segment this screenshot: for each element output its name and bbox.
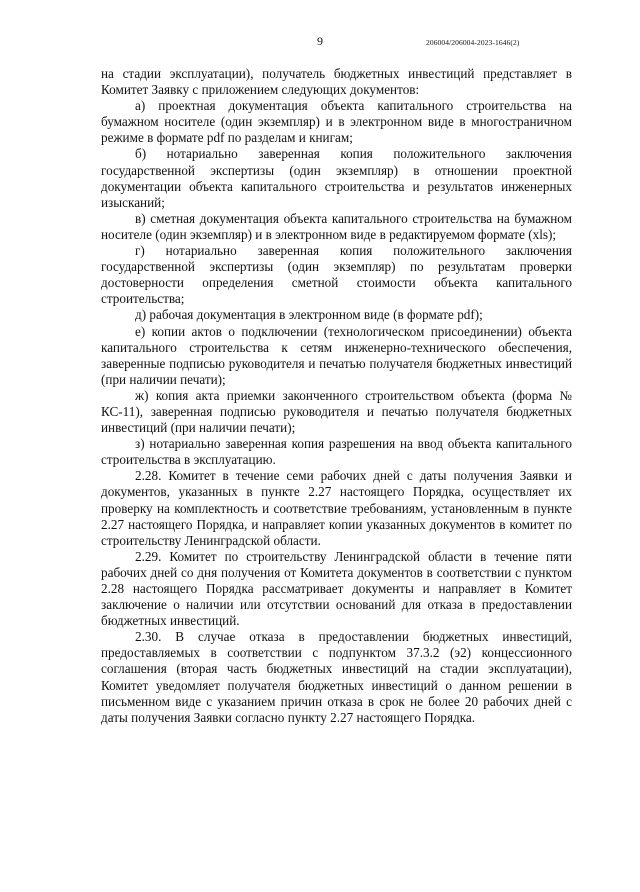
paragraph-item-v: в) сметная документация объекта капитального строительства на бумажном носителе (один экземпляр) и в электронном виде в редактируемом формате (xls); <box>101 210 572 242</box>
paragraph-2-28: 2.28. Комитет в течение семи рабочих дней с даты получения Заявки и документов, указанных в пункте 2.27 настоящего Порядка, осуществляет их проверку на комплектность и соответствие требованиям, установленным в пункте 2.27 настоящего Порядка, и направляет копии указанных документов в комитет по строительству Ленинградской области. <box>101 468 572 548</box>
paragraph-item-b: б) нотариально заверенная копия положительного заключения государственной экспертизы (один экземпляр) в отношении проектной документации объекта капитального строительства и результатов инженерных изысканий; <box>101 146 572 210</box>
paragraph-2-29: 2.29. Комитет по строительству Ленинградской области в течение пяти рабочих дней со дня получения от Комитета документов в соответствии с пунктом 2.28 настоящего Порядка рассматривает документы и направляет в Комитет заключение о наличии или отсутствии оснований для отказа в предоставлении бюджетных инвестиций. <box>101 548 572 629</box>
paragraph-item-e: е) копии актов о подключении (технологическом присоединении) объекта капитального строительства к сетям инженерно-технического обеспечения, заверенные подписью руководителя и печатью получателя бюджетных инвестиций (при наличии печати); <box>101 323 572 387</box>
page-number: 9 <box>317 34 323 48</box>
paragraph-item-d: д) рабочая документация в электронном виде (в формате pdf); <box>135 307 483 323</box>
paragraph-intro: на стадии эксплуатации), получатель бюджетных инвестиций представляет в Комитет Заявку с приложением следующих документов: <box>101 66 572 98</box>
paragraph-item-zh: ж) копия акта приемки законченного строительством объекта (форма № КС-11), заверенная подписью руководителя и печатью получателя бюджетных инвестиций (при наличии печати); <box>101 387 572 436</box>
paragraph-2-30: 2.30. В случае отказа в предоставлении бюджетных инвестиций, предоставляемых в соответствии с подпунктом 37.3.2 (э2) концессионного соглашения (вторая часть бюджетных инвестиций на стадии эксплуатации), Комитет уведомляет получателя бюджетных инвестиций о данном решении в письменном виде с указанием причин отказа в срок не более 20 рабочих дней с даты получения Заявки согласно пункту 2.27 настоящего Порядка. <box>101 629 572 725</box>
paragraph-item-g: г) нотариально заверенная копия положительного заключения государственной экспертизы (один экземпляр) по результатам проверки достоверности определения сметной стоимости объекта капитального строительства; <box>101 243 572 307</box>
document-code: 206004/206004-2023-1646(2) <box>426 38 520 47</box>
paragraph-item-z: з) нотариально заверенная копия разрешения на ввод объекта капитального строительства в эксплуатацию. <box>101 436 572 468</box>
paragraph-item-a: а) проектная документация объекта капитального строительства на бумажном носителе (один экземпляр) и в электронном виде в многостраничном режиме в формате pdf по разделам и книгам; <box>101 98 572 146</box>
document-body <box>101 66 572 726</box>
